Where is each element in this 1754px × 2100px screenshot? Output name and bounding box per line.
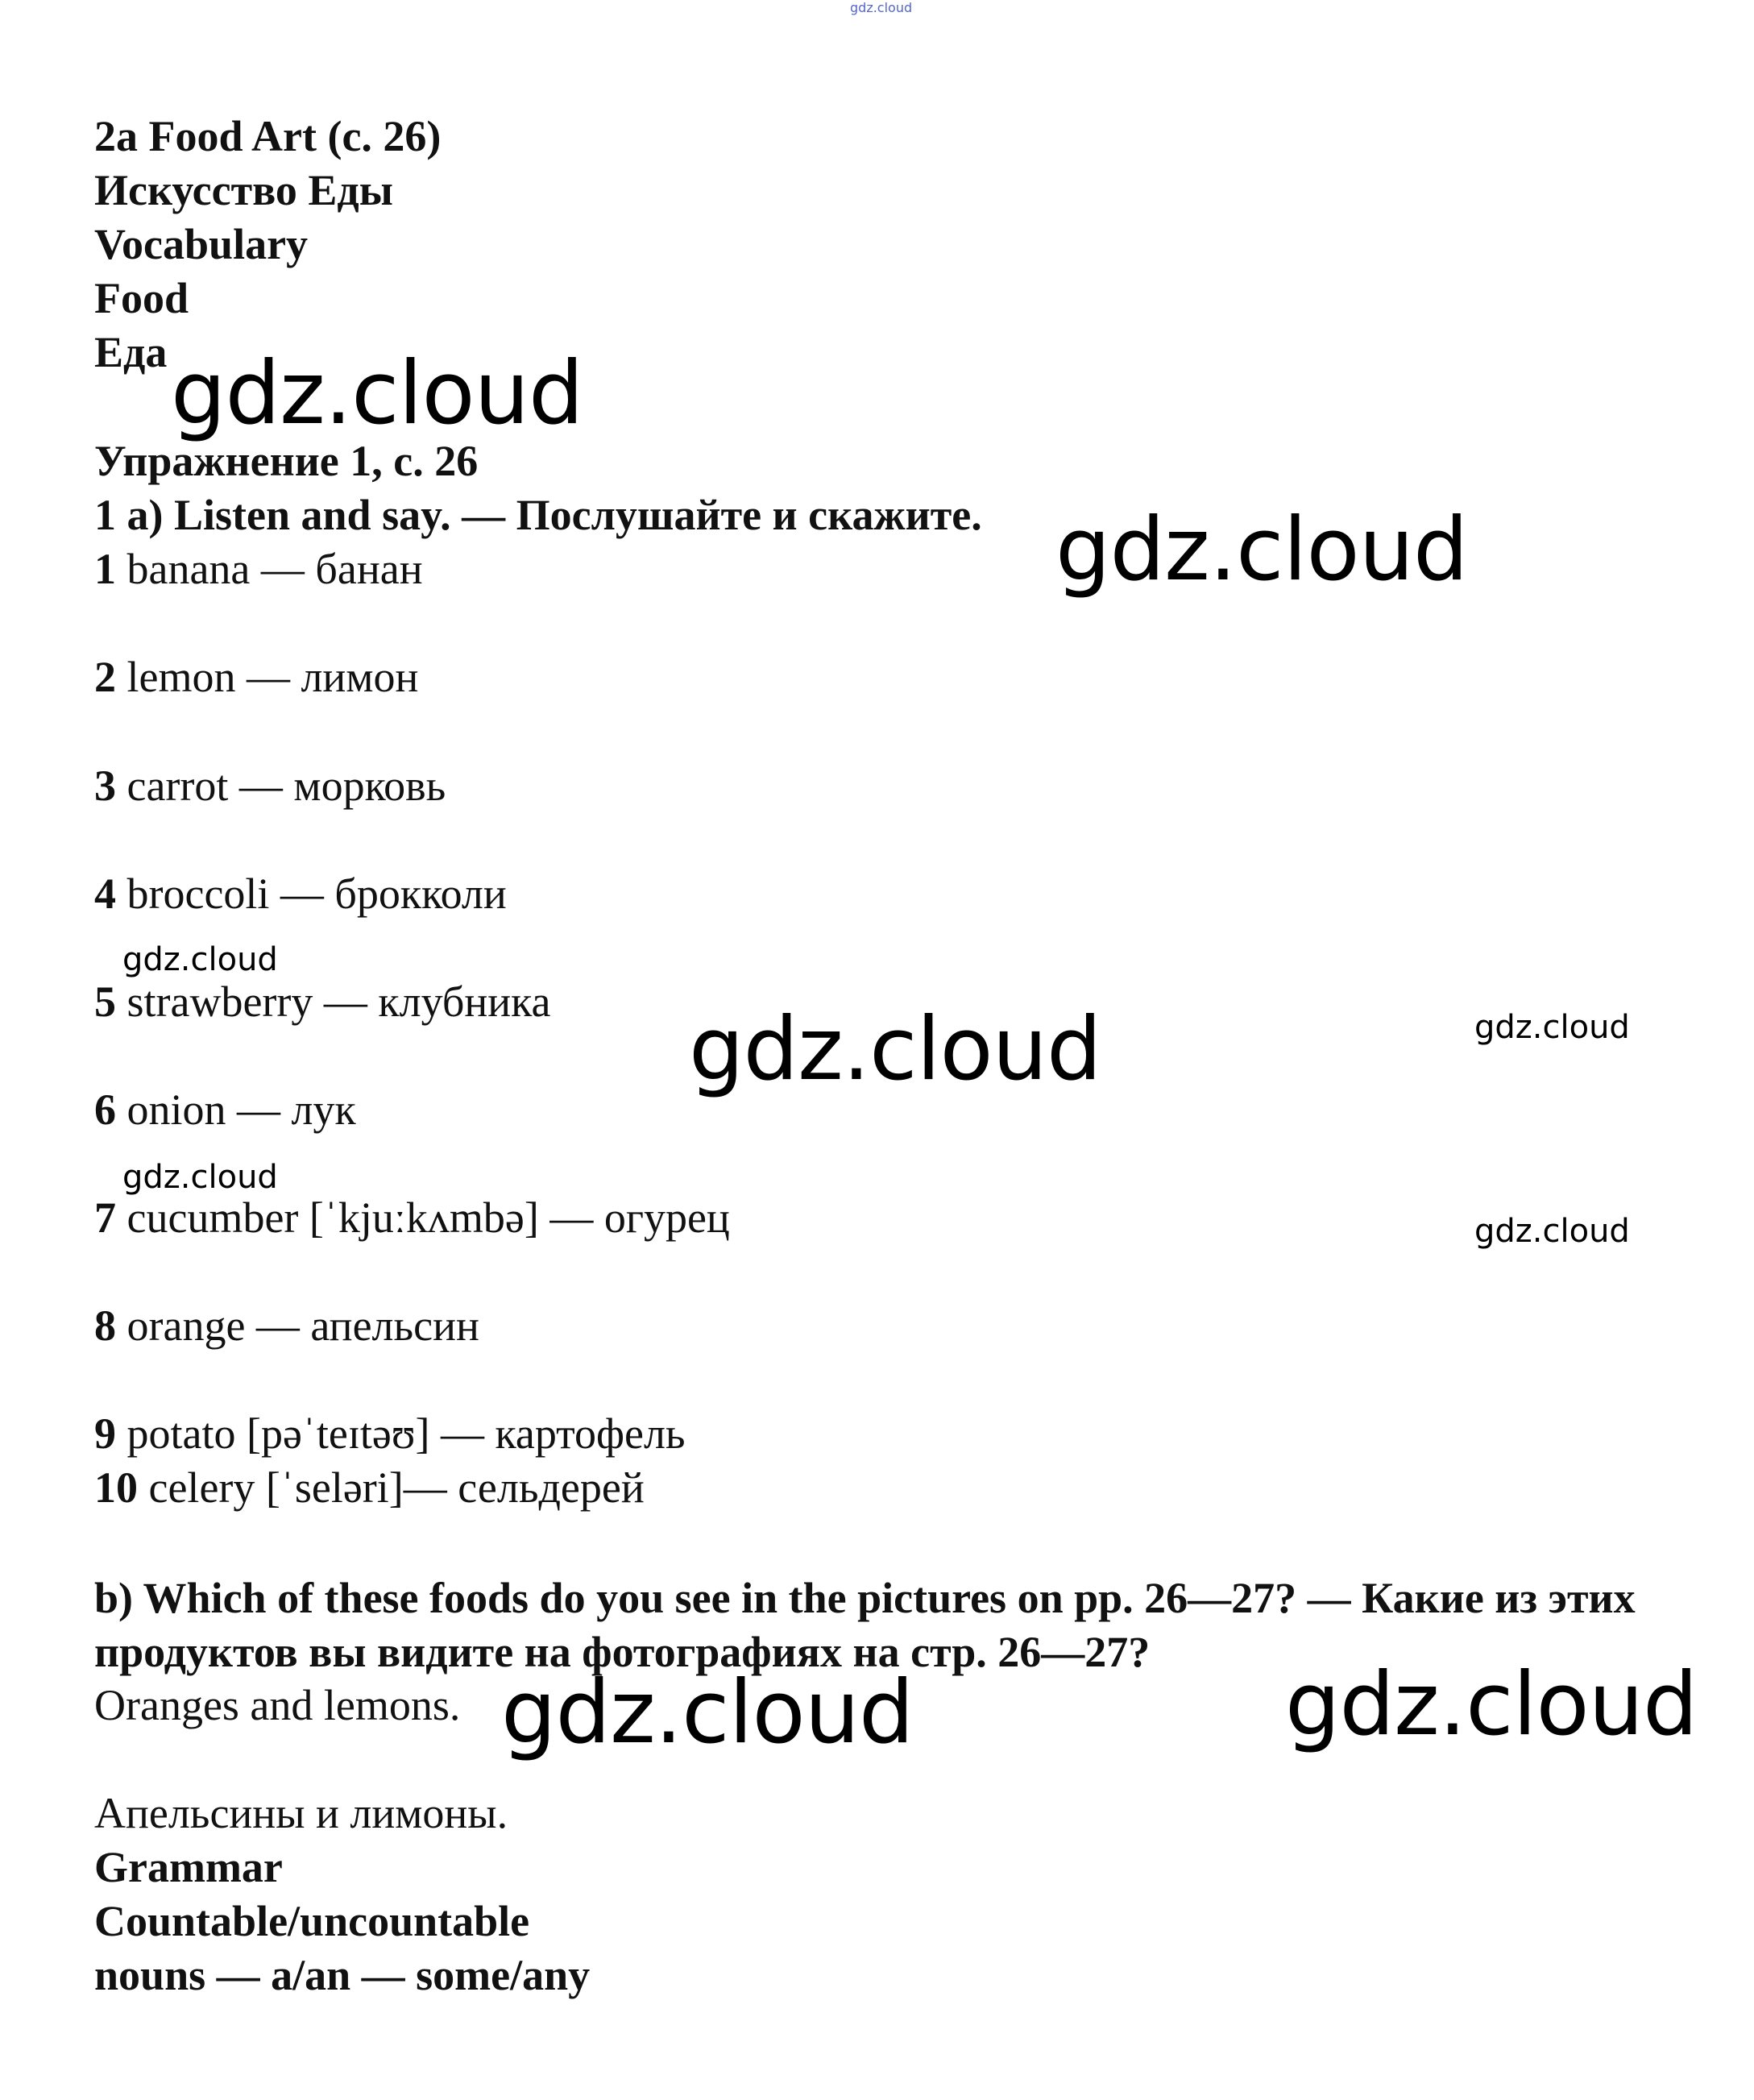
watermark-large: gdz.cloud	[1285, 1654, 1698, 1755]
watermark-small: gdz.cloud	[122, 1159, 278, 1196]
vocab-item: 1 banana — банан	[94, 545, 423, 593]
vocab-item: 4 broccoli — брокколи	[94, 869, 507, 918]
watermark-small: gdz.cloud	[122, 941, 278, 978]
topic-food-ru: Еда	[94, 328, 168, 376]
grammar-line-2: nouns — a/an — some/any	[94, 1951, 591, 1999]
vocab-item: 7 cucumber [ˈkjuːkʌmbə] — огурец	[94, 1193, 730, 1242]
vocab-item: 6 onion — лук	[94, 1085, 356, 1134]
lesson-title-ru: Искусство Еды	[94, 166, 393, 214]
watermark-top: gdz.cloud	[850, 0, 913, 15]
answer-en: Oranges and lemons.	[94, 1681, 461, 1729]
watermark-large: gdz.cloud	[1055, 500, 1468, 600]
watermark-large: gdz.cloud	[171, 343, 583, 444]
vocab-item: 8 orange — апельсин	[94, 1301, 479, 1350]
vocab-item: 2 lemon — лимон	[94, 653, 419, 701]
vocab-item: 3 carrot — морковь	[94, 762, 446, 810]
task-a: 1 a) Listen and say. — Послушайте и скажите.	[94, 491, 982, 539]
watermark-small: gdz.cloud	[1474, 1009, 1630, 1046]
section-vocabulary: Vocabulary	[94, 220, 309, 268]
grammar-line-1: Countable/uncountable	[94, 1897, 530, 1945]
vocab-item: 5 strawberry — клубника	[94, 977, 551, 1026]
lesson-title: 2a Food Art (с. 26)	[94, 112, 442, 160]
topic-food: Food	[94, 274, 189, 322]
answer-ru: Апельсины и лимоны.	[94, 1789, 508, 1837]
watermark-large: gdz.cloud	[689, 999, 1101, 1100]
exercise-heading: Упражнение 1, с. 26	[94, 437, 479, 485]
watermark-small: gdz.cloud	[1474, 1213, 1630, 1250]
vocab-item: 10 celery [ˈseləri]— сельдерей	[94, 1463, 645, 1512]
task-b: b) Which of these foods do you see in the pictures on pp. 26—27? — Какие из этих продуктов вы видите на фотографиях на стр. 26—27?	[94, 1574, 1636, 1676]
watermark-large: gdz.cloud	[501, 1662, 914, 1763]
vocab-item: 9 potato [pəˈteɪtəʊ] — картофель	[94, 1409, 686, 1458]
grammar-heading: Grammar	[94, 1843, 283, 1891]
